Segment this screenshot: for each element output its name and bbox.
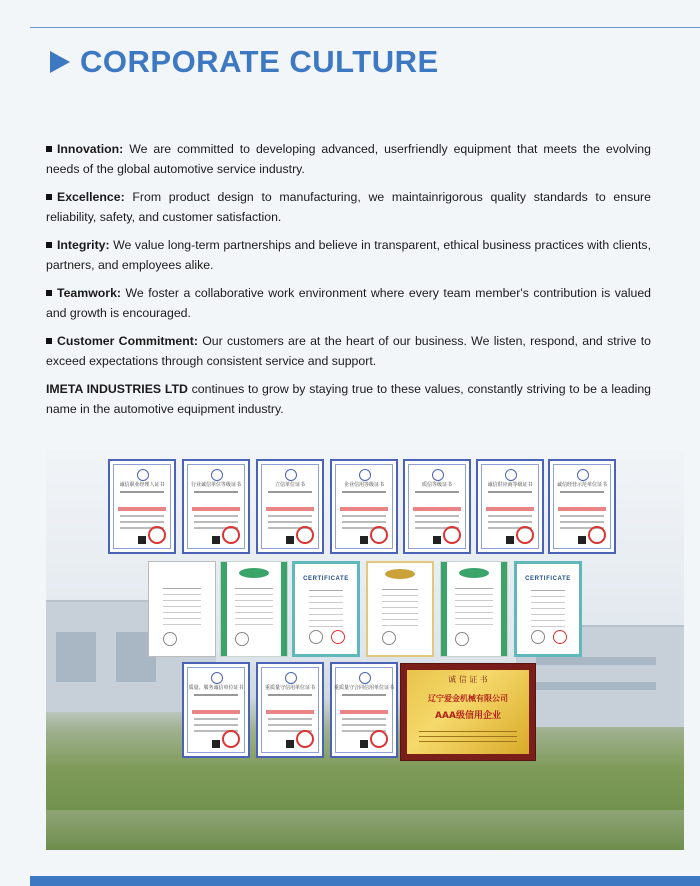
footer-bar (30, 876, 700, 886)
certificate-title: 立信单位证书 (274, 482, 305, 488)
square-bullet-icon (46, 194, 52, 200)
paragraph-body: We value long-term partnerships and believe in transparent, ethical business practices with clients, partners, and employees alike. (46, 238, 651, 272)
certificate-title: 诚信职业经理人证书 (119, 482, 165, 488)
certificate (148, 561, 216, 657)
paragraph-teamwork (46, 283, 651, 323)
certificate (403, 459, 471, 554)
certificate-header: CERTIFICATE (525, 576, 571, 582)
certificate (256, 459, 324, 554)
certificate (108, 459, 176, 554)
closing-paragraph (46, 379, 651, 419)
square-bullet-icon (46, 146, 52, 152)
certificate-title: 质信等级证书 (421, 482, 452, 488)
certificate-title: 诚信经营示范单位证书 (556, 482, 607, 488)
paragraph-integrity (46, 235, 651, 275)
certificate (330, 459, 398, 554)
paragraph-excellence (46, 187, 651, 227)
top-rule (30, 27, 700, 28)
plaque-company: 辽宁爱金机械有限公司 (428, 694, 508, 703)
paragraph-body: We are committed to developing advanced, userfriendly equipment that meets the evolving needs of the global automotive service industry. (46, 142, 651, 176)
certificate (366, 561, 434, 657)
certificate (514, 561, 582, 657)
page-title: CORPORATE CULTURE (80, 44, 439, 79)
plaque-grade: AAA级信用企业 (435, 711, 501, 721)
square-bullet-icon (46, 338, 52, 344)
certificate (548, 459, 616, 554)
credit-plaque (400, 663, 536, 761)
section-header (50, 44, 439, 80)
certificate-title: 诚信供应商等级证书 (487, 482, 533, 488)
paragraph-customer-commitment (46, 331, 651, 371)
paragraph-body: We foster a collaborative work environment where every team member's contribution is valued and growth is encouraged. (46, 286, 651, 320)
plaque-heading: 诚 信 证 书 (448, 675, 488, 684)
arrow-icon (50, 51, 70, 73)
certificate (182, 459, 250, 554)
paragraph-label: Integrity: (57, 238, 110, 252)
certificate-title: 重质量守合同信用单位证书 (333, 685, 394, 691)
paragraph-label: Teamwork: (57, 286, 122, 300)
certificate-title: 质量、服务诚信单位证书 (188, 685, 244, 691)
paragraph-label: Excellence: (57, 190, 125, 204)
square-bullet-icon (46, 290, 52, 296)
certificate (182, 662, 250, 758)
company-name: IMETA INDUSTRIES LTD (46, 382, 188, 396)
paragraph-innovation (46, 139, 651, 179)
certificate (330, 662, 398, 758)
certificate-header: CERTIFICATE (303, 576, 349, 582)
paragraph-label: Innovation: (57, 142, 124, 156)
certificate-title: 重质量守信用单位证书 (264, 685, 315, 691)
certificate (440, 561, 508, 657)
paragraph-body: From product design to manufacturing, we maintainrigorous quality standards to ensure reliability, safety, and customer satisfaction. (46, 190, 651, 224)
certificate (292, 561, 360, 657)
lawn (46, 810, 684, 850)
certificate-title: 行业诚信单位等级证书 (190, 482, 241, 488)
paragraph-body: Our customers are at the heart of our business. We listen, respond, and strive to exceed expectations through consistent service and support. (46, 334, 651, 368)
paragraph-label: Customer Commitment: (57, 334, 198, 348)
certificate (256, 662, 324, 758)
closing-body: continues to grow by staying true to these values, constantly striving to be a leading name in the automotive equipment industry. (46, 382, 651, 416)
culture-text (46, 139, 651, 427)
square-bullet-icon (46, 242, 52, 248)
certificate (220, 561, 288, 657)
certificate (476, 459, 544, 554)
certificate-title: 企业信用等级证书 (343, 482, 384, 488)
